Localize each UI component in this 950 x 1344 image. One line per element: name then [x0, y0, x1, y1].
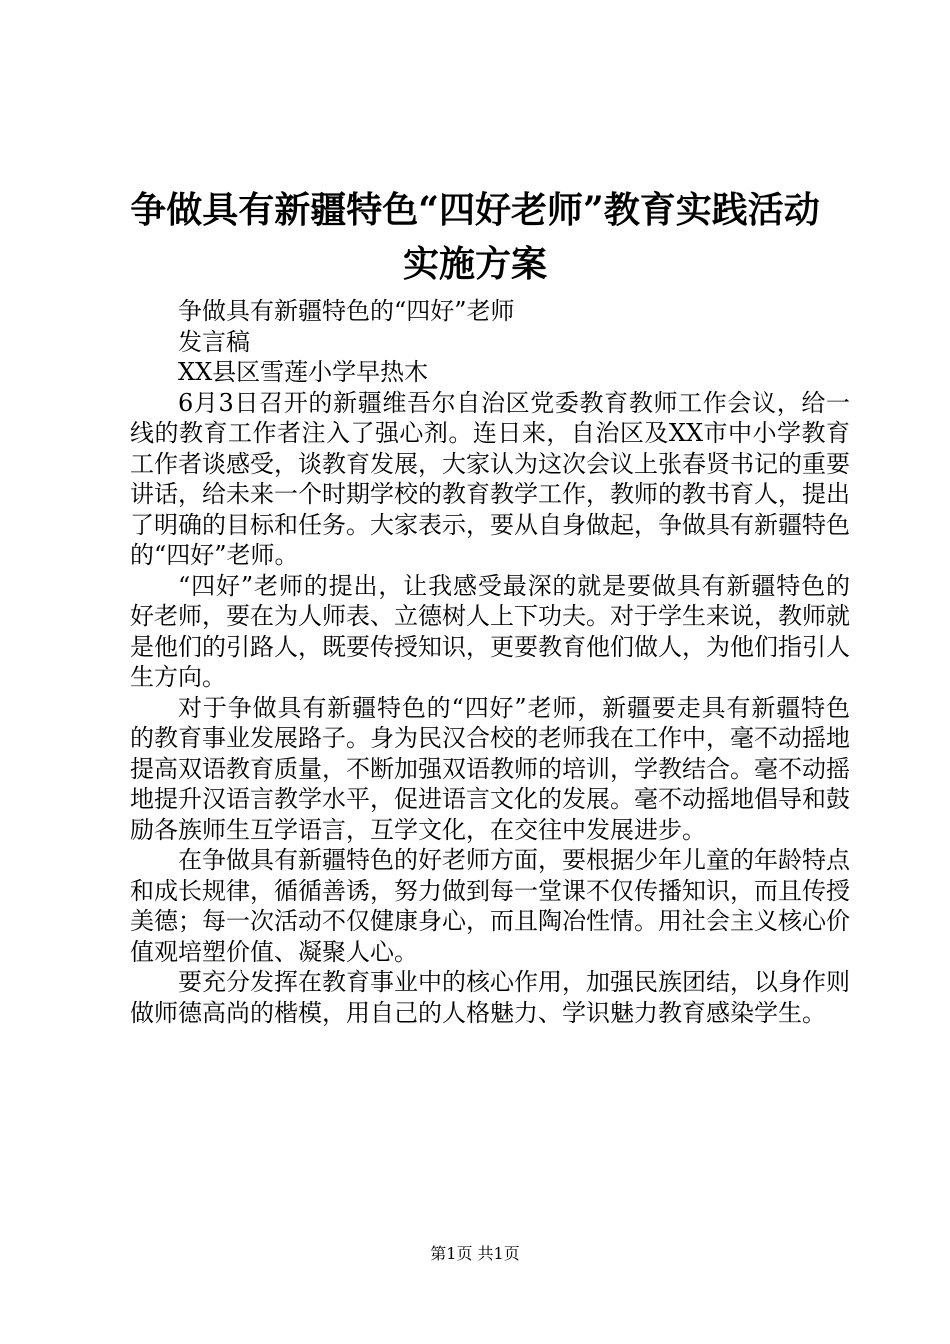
author-line: XX县区雪莲小学早热木	[178, 358, 429, 386]
body-paragraph: 6月3日召开的新疆维吾尔自治区党委教育教师工作会议，给一线的教育工作者注入了强心剂。连日来，自治区及XX市中小学教育工作者谈感受，谈教育发展，大家认为这次会议上张春贤书记的重要讲话，给未来一个时期学校的教育教学工作，教师的教书育人，提出了明确的目标和任务。大家表示，要从自身做起，争做具有新疆特色的“四好”老师。	[130, 388, 850, 569]
body-paragraph: “四好”老师的提出，让我感受最深的就是要做具有新疆特色的好老师，要在为人师表、立德树人上下功夫。对于学生来说，教师就是他们的引路人，既要传授知识，更要教育他们做人，为他们指引人生方向。	[130, 571, 850, 691]
body-paragraph: 对于争做具有新疆特色的“四好”老师，新疆要走具有新疆特色的教育事业发展路子。身为民汉合校的老师我在工作中，毫不动摇地提高双语教育质量，不断加强双语教师的培训，学教结合。毫不动摇地提升汉语言教学水平，促进语言文化的发展。毫不动摇地倡导和鼓励各族师生互学语言，互学文化，在交往中发展进步。	[130, 693, 850, 844]
page-footer: 第1页 共1页	[430, 1244, 520, 1263]
document-title-line-2: 实施方案	[402, 243, 547, 285]
speech-title: 争做具有新疆特色的“四好”老师	[178, 297, 515, 325]
body-paragraph: 在争做具有新疆特色的好老师方面，要根据少年儿童的年龄特点和成长规律，循循善诱，努力做到每一堂课不仅传播知识，而且传授美德；每一次活动不仅健康身心，而且陶冶性情。用社会主义核心价值观培塑价值、凝聚人心。	[130, 846, 850, 966]
document-title-line-1: 争做具有新疆特色“四好老师”教育实践活动	[130, 189, 820, 231]
document-body	[130, 296, 850, 1028]
body-paragraph: 要充分发挥在教育事业中的核心作用，加强民族团结，以身作则做师德高尚的楷模，用自己的人格魅力、学识魅力教育感染学生。	[130, 968, 850, 1027]
speech-label: 发言稿	[178, 327, 250, 356]
